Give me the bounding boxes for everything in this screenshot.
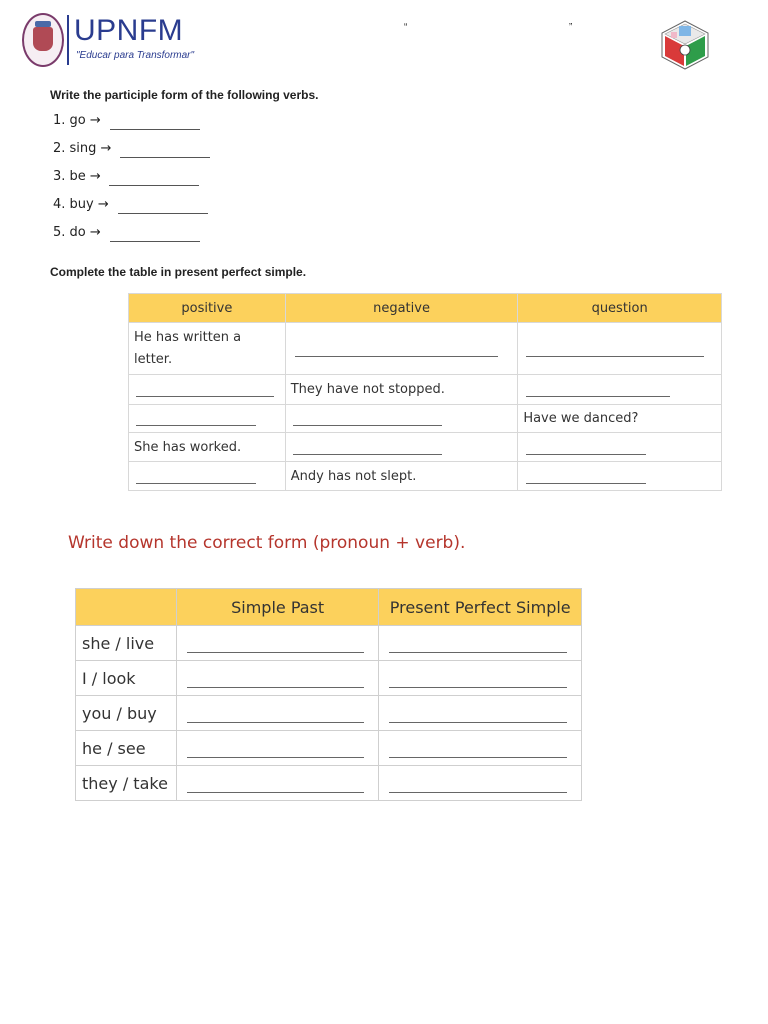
- table-cell: [129, 323, 286, 375]
- answer-blank[interactable]: [389, 757, 567, 758]
- answer-blank[interactable]: [136, 483, 256, 484]
- table-cell[interactable]: [379, 766, 582, 801]
- pronoun-verb-cell: he / see: [76, 731, 177, 766]
- answer-blank[interactable]: [293, 454, 443, 455]
- table-cell: [518, 405, 722, 433]
- table-cell[interactable]: [176, 766, 379, 801]
- verb-item-3: 3. be →: [53, 169, 101, 184]
- table-row: [129, 462, 722, 491]
- verb-item-5: 5. do →: [53, 225, 101, 240]
- answer-blank[interactable]: [293, 425, 443, 426]
- table-row: [129, 375, 722, 405]
- verb-answer-blank-4[interactable]: [118, 213, 208, 214]
- answer-blank[interactable]: [136, 425, 256, 426]
- table-row: [76, 661, 582, 696]
- table-cell[interactable]: [129, 405, 286, 433]
- table-cell[interactable]: [518, 323, 722, 375]
- verb-item-1: 1. go →: [53, 113, 101, 128]
- table-row: [76, 696, 582, 731]
- hexagon-logo-icon: [660, 20, 710, 70]
- column-header-question: question: [518, 294, 722, 323]
- table-cell[interactable]: [176, 731, 379, 766]
- verb-item-2: 2. sing →: [53, 141, 112, 156]
- cell-text: They have not stopped.: [290, 382, 445, 397]
- present-perfect-table: [128, 293, 722, 491]
- university-seal: [22, 13, 64, 67]
- cell-text: Andy has not slept.: [290, 468, 417, 484]
- seal-shield: [33, 27, 53, 51]
- verb-answer-blank-1[interactable]: [110, 129, 200, 130]
- table-cell[interactable]: [285, 323, 518, 375]
- table-row: [129, 323, 722, 375]
- table-cell[interactable]: [129, 375, 286, 405]
- table-cell: [129, 433, 286, 462]
- table-header-row: [76, 589, 582, 626]
- verb-answer-blank-2[interactable]: [120, 157, 210, 158]
- table-cell[interactable]: [285, 433, 518, 462]
- answer-blank[interactable]: [187, 687, 365, 688]
- answer-blank[interactable]: [136, 396, 274, 397]
- logo-divider: [67, 15, 69, 65]
- column-header-present-perfect: Present Perfect Simple: [379, 589, 582, 626]
- table-cell[interactable]: [176, 661, 379, 696]
- column-header-blank: [76, 589, 177, 626]
- answer-blank[interactable]: [526, 396, 670, 397]
- answer-blank[interactable]: [187, 792, 365, 793]
- pronoun-verb-cell: they / take: [76, 766, 177, 801]
- column-header-negative: negative: [285, 294, 518, 323]
- exercise2-heading: Complete the table in present perfect simple.: [50, 265, 307, 279]
- table-cell[interactable]: [285, 405, 518, 433]
- answer-blank[interactable]: [389, 722, 567, 723]
- table-cell[interactable]: [379, 661, 582, 696]
- table-cell: [285, 375, 518, 405]
- table-row: [76, 731, 582, 766]
- table-cell[interactable]: [379, 696, 582, 731]
- answer-blank[interactable]: [389, 652, 567, 653]
- table-cell: [285, 462, 518, 491]
- table-header-row: [129, 294, 722, 323]
- exercise3-heading: Write down the correct form (pronoun + verb).: [68, 533, 466, 553]
- table-row: [129, 433, 722, 462]
- answer-blank[interactable]: [389, 687, 567, 688]
- verb-answer-blank-5[interactable]: [110, 241, 200, 242]
- exercise1-heading: Write the participle form of the following verbs.: [50, 88, 319, 102]
- answer-blank[interactable]: [526, 454, 646, 455]
- table-cell[interactable]: [518, 462, 722, 491]
- table-cell[interactable]: [129, 462, 286, 491]
- cell-text: He has written a letter.: [134, 329, 242, 367]
- answer-blank[interactable]: [187, 757, 365, 758]
- answer-blank[interactable]: [295, 356, 499, 357]
- verb-answer-blank-3[interactable]: [109, 185, 199, 186]
- brand-name: UPNFM: [74, 14, 184, 47]
- brand-motto: "Educar para Transformar": [76, 50, 195, 61]
- open-quote: “: [404, 22, 408, 33]
- table-cell[interactable]: [379, 731, 582, 766]
- cell-text: She has worked.: [134, 439, 242, 455]
- table-cell[interactable]: [518, 433, 722, 462]
- table-cell[interactable]: [176, 626, 379, 661]
- answer-blank[interactable]: [187, 722, 365, 723]
- table-row: [76, 626, 582, 661]
- table-row: [129, 405, 722, 433]
- column-header-simple-past: Simple Past: [176, 589, 379, 626]
- answer-blank[interactable]: [389, 792, 567, 793]
- verb-item-4: 4. buy →: [53, 197, 109, 212]
- pronoun-verb-cell: I / look: [76, 661, 177, 696]
- table-cell[interactable]: [176, 696, 379, 731]
- table-cell[interactable]: [518, 375, 722, 405]
- answer-blank[interactable]: [526, 483, 646, 484]
- column-header-positive: positive: [129, 294, 286, 323]
- cell-text: Have we danced?: [523, 411, 639, 426]
- pronoun-verb-cell: you / buy: [76, 696, 177, 731]
- table-row: [76, 766, 582, 801]
- pronoun-verb-cell: she / live: [76, 626, 177, 661]
- table-cell[interactable]: [379, 626, 582, 661]
- pronoun-verb-table: [75, 588, 582, 801]
- answer-blank[interactable]: [187, 652, 365, 653]
- close-quote: ”: [569, 22, 573, 33]
- answer-blank[interactable]: [526, 356, 704, 357]
